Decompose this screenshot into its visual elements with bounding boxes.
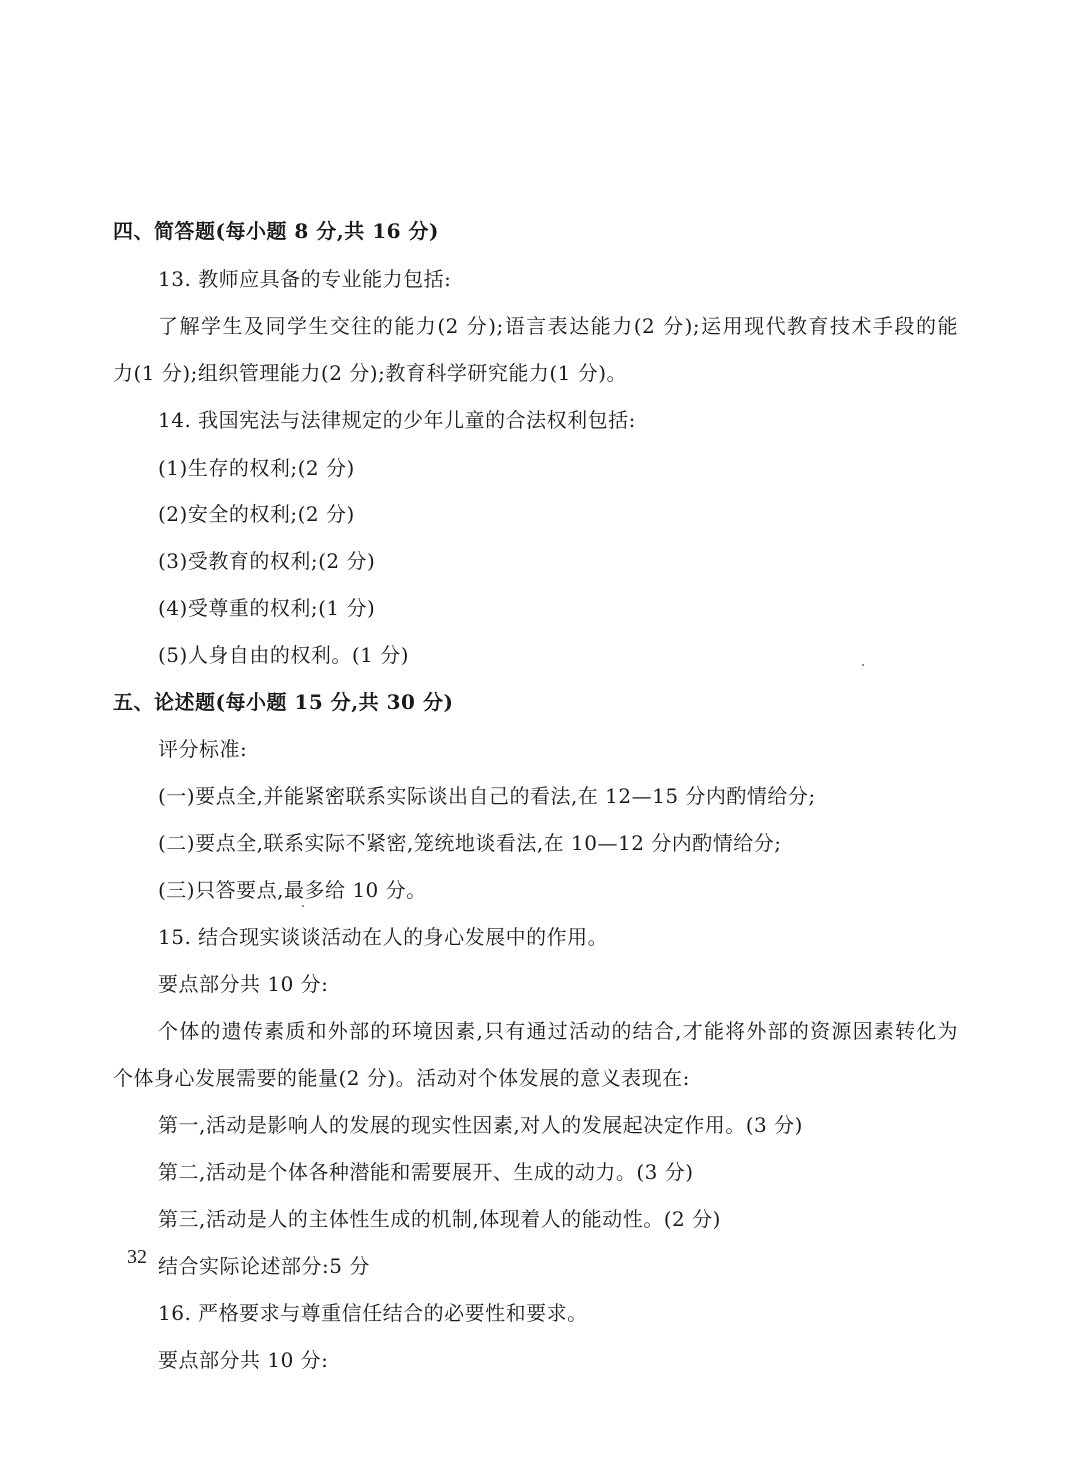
answer-15-point-3: 第三,活动是人的主体性生成的机制,体现着人的能动性。(2 分) bbox=[158, 1207, 721, 1231]
answer-15-point-1: 第一,活动是影响人的发展的现实性因素,对人的发展起决定作用。(3 分) bbox=[158, 1113, 803, 1137]
scoring-criterion-1: (一)要点全,并能紧密联系实际谈出自己的看法,在 12—15 分内酌情给分; bbox=[158, 784, 816, 808]
question-16: 16. 严格要求与尊重信任结合的必要性和要求。 bbox=[158, 1301, 588, 1325]
answer-13-line-2: 力(1 分);组织管理能力(2 分);教育科学研究能力(1 分)。 bbox=[113, 361, 628, 385]
question-14: 14. 我国宪法与法律规定的少年儿童的合法权利包括: bbox=[158, 408, 636, 432]
answer-15-discussion-score: 结合实际论述部分:5 分 bbox=[158, 1254, 370, 1278]
question-15: 15. 结合现实谈谈活动在人的身心发展中的作用。 bbox=[158, 925, 609, 949]
answer-15-points-heading: 要点部分共 10 分: bbox=[158, 972, 329, 996]
answer-14-item-4: (4)受尊重的权利;(1 分) bbox=[158, 596, 376, 620]
answer-15-point-2: 第二,活动是个体各种潜能和需要展开、生成的动力。(3 分) bbox=[158, 1160, 694, 1184]
answer-14-item-1: (1)生存的权利;(2 分) bbox=[158, 456, 355, 480]
answer-15-paragraph-line-1: 个体的遗传素质和外部的环境因素,只有通过活动的结合,才能将外部的资源因素转化为 bbox=[158, 1019, 958, 1043]
scoring-criterion-2: (二)要点全,联系实际不紧密,笼统地谈看法,在 10—12 分内酌情给分; bbox=[158, 831, 782, 855]
scoring-criterion-3: (三)只答要点,最多给 10 分。 bbox=[158, 878, 427, 902]
page-number: 32 bbox=[127, 1246, 147, 1268]
answer-13-line-1: 了解学生及同学生交往的能力(2 分);语言表达能力(2 分);运用现代教育技术手段的能 bbox=[158, 314, 958, 338]
section-heading-short-answer: 四、简答题(每小题 8 分,共 16 分) bbox=[113, 219, 439, 243]
answer-14-item-2: (2)安全的权利;(2 分) bbox=[158, 502, 355, 526]
scan-speck bbox=[862, 664, 864, 666]
question-13: 13. 教师应具备的专业能力包括: bbox=[158, 267, 452, 291]
scoring-criteria-heading: 评分标准: bbox=[158, 737, 248, 761]
scan-speck bbox=[302, 905, 304, 907]
answer-15-paragraph-line-2: 个体身心发展需要的能量(2 分)。活动对个体发展的意义表现在: bbox=[113, 1066, 690, 1090]
answer-14-item-3: (3)受教育的权利;(2 分) bbox=[158, 549, 376, 573]
answer-14-item-5: (5)人身自由的权利。(1 分) bbox=[158, 643, 410, 667]
answer-16-points-heading: 要点部分共 10 分: bbox=[158, 1348, 329, 1372]
section-heading-essay: 五、论述题(每小题 15 分,共 30 分) bbox=[113, 690, 454, 714]
